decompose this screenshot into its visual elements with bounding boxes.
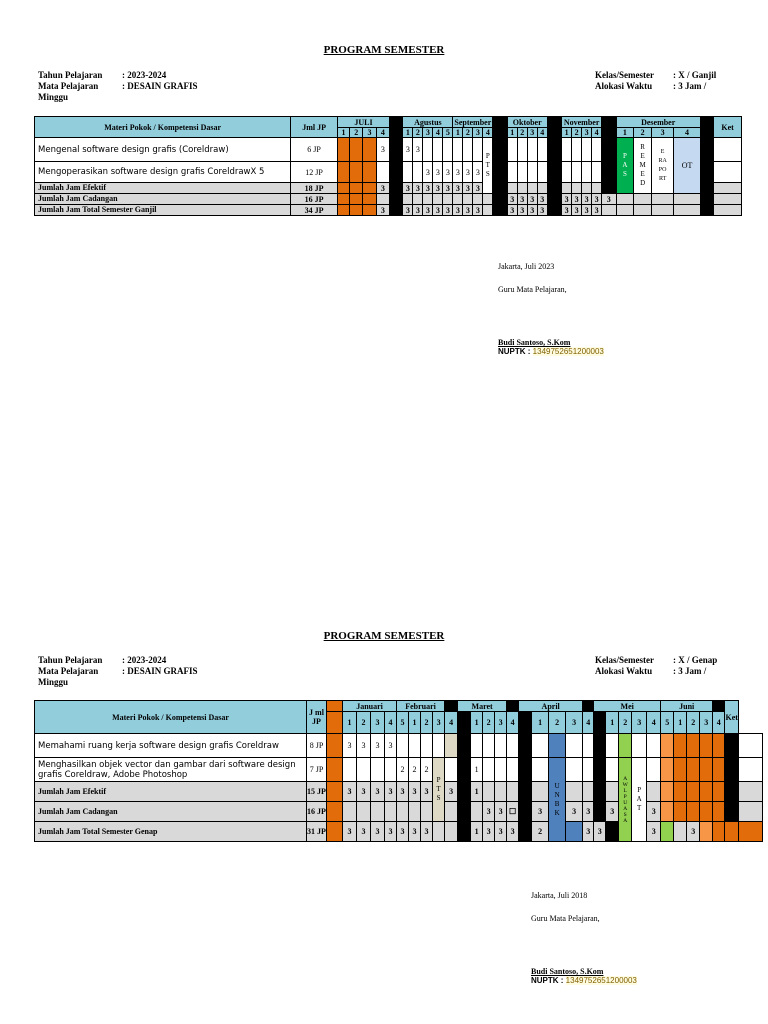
ot-label: OT [674,138,701,194]
kelas-value: : X / Ganjil [673,70,717,80]
row-jp: 18 JP [291,183,338,194]
page-title-genap: PROGRAM SEMESTER [323,630,445,642]
header-info-left-ganjil [38,70,198,103]
mapel-label: Mata Pelajaran [38,81,99,91]
row-jp: 15 JP [307,782,327,802]
row-name: Jumlah Jam Total Semester Ganjil [35,205,291,216]
header-jml-jp: Jml JP [291,117,338,138]
sign-place-date: Jakarta, Juli 2023 [498,262,555,271]
header-info-right-ganjil [595,70,716,92]
sign-name: Budi Santoso, S.Kom [531,967,604,976]
month-header: September [454,117,492,127]
header-info-left-genap [38,655,198,688]
table-row: Jumlah Jam Efektif 15 JP 3 3 3 3 3 3 3 3 1 [35,782,763,802]
table-row: Jumlah Jam Cadangan 16 JP 3 3 3 3 3 3 3 3 3 [35,194,742,205]
row-name: Jumlah Jam Total Semester Genap [35,822,307,842]
table-row: Memahami ruang kerja software design grafis Coreldraw 8 JP 3 3 3 3 [35,734,763,758]
tahun-label: Tahun Pelajaran [38,70,103,80]
tahun-label: Tahun Pelajaran [38,655,103,665]
mapel-label: Mata Pelajaran [38,666,99,676]
unbk-label: U N B K [549,758,566,842]
schedule-table-genap: Materi Pokok / Kompetensi Dasar J ml JP Januari Februari Maret April Mei Juni Ket 1 2 3 4 5 1 2 3 4 1 2 3 4 1 2 3 4 1 2 3 4 5 1 2 3 4 Memahami ruang kerja software design grafis Coreldraw 8 JP 3 3 3 3 Menghasilkan objek vector dan gambar dari software design grafis Coreldraw, Adobe Photoshop 7 JP 2 2 2 P T S 1 U N B K A W L P U A S A P A T Jumlah Jam Efektif 15 JP 3 3 3 3 3 3 3 3 1 Jumlah Jam Cadangan 16 JP 3 3 ☐ 3 3 3 3 3 Jumlah Jam Total Semester Genap 31 JP 3 3 3 3 3 3 3 1 3 3 3 2 3 3 3 3 [34,700,763,842]
row-jp: 7 JP [307,758,327,782]
row-name: Jumlah Jam Cadangan [35,194,291,205]
month-header: Februari [397,701,445,712]
row-name: Jumlah Jam Efektif [35,183,291,194]
schedule-table-ganjil: Materi Pokok / Kompetensi Dasar Jml JP JULI Agustus September Oktober November Desember Ket 1 2 3 4 1 2 3 4 5 1 2 3 4 1 2 3 4 1 2 3 4 1 2 3 4 Mengenal software design grafis (Coreldraw) 6 JP 3 3 3 P T S P A S R E M E D E RA PO RT OT Mengoperasikan software design grafis CoreldrawX 5 12 JP 3 3 3 3 3 3 Jumlah Jam Efektif 18 JP 3 3 3 3 3 3 3 3 3 Jumlah Jam Cadangan 16 JP 3 3 3 3 3 3 3 3 3 Jumlah Jam Total Semester Ganjil 34 JP 3 3 3 3 3 3 3 3 3 3 3 3 3 3 3 3 3 [34,116,742,216]
row-jp: 8 JP [307,734,327,758]
sign-role: Guru Mata Pelajaran, [531,914,600,923]
table-row: Jumlah Jam Total Semester Ganjil 34 JP 3 3 3 3 3 3 3 3 3 3 3 3 3 3 3 3 3 [35,205,742,216]
page-title-ganjil: PROGRAM SEMESTER [323,44,445,56]
row-jp: 16 JP [291,194,338,205]
sign-nuptk: NUPTK : 1349752651200003 [531,976,637,985]
month-header: JULI [337,117,389,128]
month-header: Agustus [403,117,453,128]
row-name: Mengenal software design grafis (Coreldraw) [35,138,291,162]
table-row: Mengoperasikan software design grafis CoreldrawX 5 12 JP 3 3 3 3 3 3 [35,162,742,183]
month-header: Juni [661,701,713,712]
month-header: Maret [458,701,507,712]
mapel-value: : DESAIN GRAFIS [122,81,198,91]
separator [547,117,561,128]
pts-label: P T S [483,138,493,194]
tahun-value: : 2023-2024 [122,655,167,665]
alokasi-label: Alokasi Waktu [595,81,653,91]
pts-label: P T S [433,758,445,822]
nuptk-value: 1349752651200003 [532,347,604,356]
nuptk-value: 1349752651200003 [565,976,637,985]
signature-block-ganjil [498,262,604,356]
separator [602,117,616,128]
row-jp: 16 JP [307,802,327,822]
row-jp: 31 JP [307,822,327,842]
row-name: Jumlah Jam Efektif [35,782,307,802]
row-name: Mengoperasikan software design grafis CoreldrawX 5 [35,162,291,183]
month-header: November [562,117,602,128]
remed-label: R E M E D [634,138,652,194]
table-row: Jumlah Jam Total Semester Genap 31 JP 3 3 3 3 3 3 3 1 3 3 3 2 3 3 3 3 [35,822,763,842]
header-info-right-genap [595,655,717,677]
month-header: Oktober [507,117,547,128]
alokasi-value: : 3 Jam / [673,666,707,676]
table-row: Jumlah Jam Cadangan 16 JP 3 3 ☐ 3 3 3 3 3 [35,802,763,822]
awlpuasa-label: A W L P U A S A [619,758,632,842]
separator [493,117,507,128]
erapor-label: E RA PO RT [652,138,674,194]
sign-place-date: Jakarta, Juli 2018 [531,891,588,900]
kelas-label: Kelas/Semester [595,70,654,80]
table-row: Mengenal software design grafis (Coreldraw) 6 JP 3 3 3 P T S P A S R E M E D E RA PO RT OT [35,138,742,162]
sign-name: Budi Santoso, S.Kom [498,338,571,347]
row-jp: 34 JP [291,205,338,216]
month-header: Mei [594,701,661,712]
sign-nuptk: NUPTK : 1349752651200003 [498,347,604,356]
month-header: Januari [343,701,397,712]
row-jp: 6 JP [291,138,338,162]
pat-label: P A T [632,758,647,842]
separator [700,117,713,128]
header-materi: Materi Pokok / Kompetensi Dasar [35,701,307,734]
kelas-label: Kelas/Semester [595,655,654,665]
signature-block-genap [531,891,637,985]
header-ket: Ket [725,701,739,734]
row-name: Memahami ruang kerja software design grafis Coreldraw [35,734,307,758]
tahun-value: : 2023-2024 [122,70,167,80]
header-materi: Materi Pokok / Kompetensi Dasar [35,117,291,138]
header-ket: Ket [714,117,742,138]
minggu-label: Minggu [38,92,69,102]
table-row: Jumlah Jam Efektif 18 JP 3 3 3 3 3 3 3 3 3 [35,183,742,194]
month-header: Desember [616,117,700,128]
month-header: April [519,701,583,712]
row-name: Menghasilkan objek vector dan gambar dari software design grafis Coreldraw, Adobe Photoshop [35,758,307,782]
separator [390,117,403,128]
kelas-value: : X / Genap [673,655,718,665]
row-name: Jumlah Jam Cadangan [35,802,307,822]
table-row: Menghasilkan objek vector dan gambar dari software design grafis Coreldraw, Adobe Photoshop 7 JP 2 2 2 P T S 1 U N B K A W L P U A S A P A T [35,758,763,782]
mapel-value: : DESAIN GRAFIS [122,666,198,676]
pas-label: P A S [616,138,634,194]
header-jml-jp: J ml JP [307,701,327,734]
minggu-label: Minggu [38,677,69,687]
alokasi-label: Alokasi Waktu [595,666,653,676]
alokasi-value: : 3 Jam / [673,81,707,91]
row-jp: 12 JP [291,162,338,183]
sign-role: Guru Mata Pelajaran, [498,285,567,294]
